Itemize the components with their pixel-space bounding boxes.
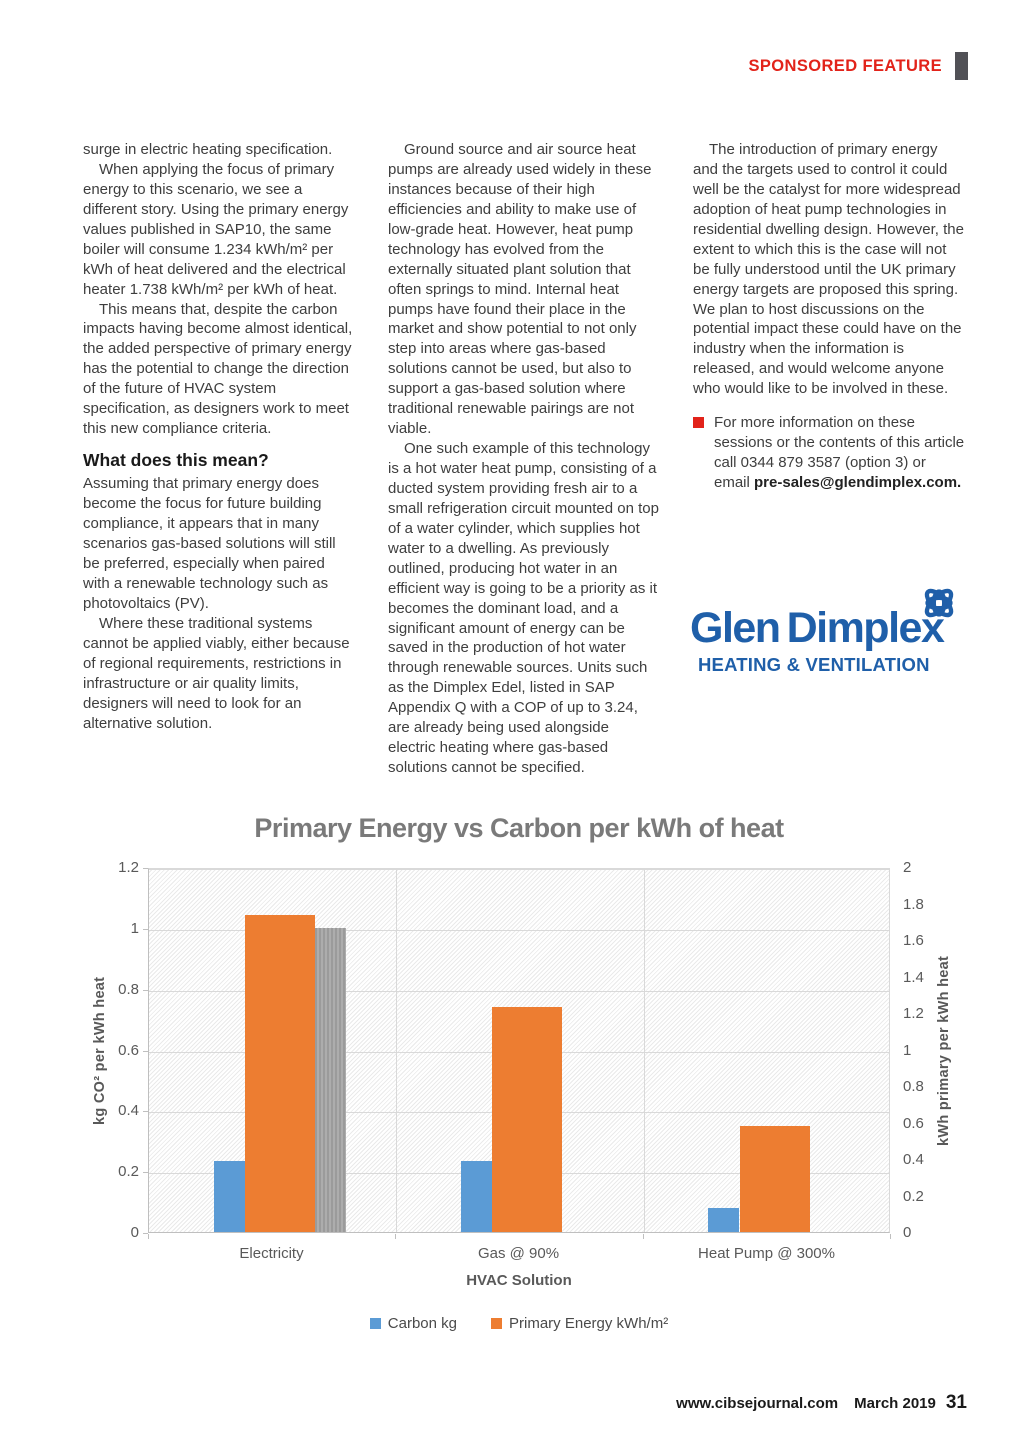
left-axis-tick-label: 0.4 <box>118 1102 139 1120</box>
legend-swatch-icon <box>370 1318 381 1329</box>
paragraph: The introduction of primary energy and the targets used to control it could well be the catalyst for more widespread adoption of heat pump technologies in residential dwelling design. However, the extent to which this is the case will not be fully understood until the UK primary energy targets are proposed this spring. We plan to host discussions on the potential impact these could have on the industry when the information is released, and would welcome anyone who would like to be involved in these. <box>693 141 964 398</box>
right-axis-tick-label: 1.4 <box>903 968 924 986</box>
right-axis-tick-label: 0.2 <box>903 1187 924 1205</box>
paragraph: Where these traditional systems cannot be applied viably, either because of regional requirements, restrictions in infrastructure or air quality limits, designers will need to look for an alternative solution. <box>83 614 350 732</box>
paragraph: surge in electric heating specification. <box>83 141 333 158</box>
paragraph: Assuming that primary energy does become the focus for future building compliance, it appears that in many scenarios gas-based solutions will still be preferred, especially when paired with a renewable technology such as photovoltaics (PV). <box>83 475 336 612</box>
tick-mark <box>143 990 148 991</box>
footer-issue: March 2019 <box>854 1395 936 1412</box>
right-axis-tick-label: 0 <box>903 1224 912 1241</box>
tick-mark <box>148 1234 149 1239</box>
category-separator <box>396 869 397 1232</box>
bar-carbon-kg-heat-pump-300- <box>708 1208 739 1232</box>
tick-mark <box>395 1234 396 1239</box>
right-axis-tick-label: 0.6 <box>903 1114 924 1132</box>
right-axis-tick-label: 1.6 <box>903 932 924 949</box>
glen-dimplex-logo <box>690 578 966 696</box>
footer-website: www.cibsejournal.com <box>676 1395 839 1412</box>
chart-title: Primary Energy vs Carbon per kWh of heat <box>254 813 784 843</box>
tick-mark <box>643 1234 644 1239</box>
right-axis-tick-label: 1.2 <box>903 1005 924 1022</box>
right-axis-tick-label: 0.8 <box>903 1078 924 1095</box>
page-footer <box>676 1392 967 1414</box>
primary-energy-chart <box>85 795 965 1355</box>
right-axis-tick-label: 1.8 <box>903 895 924 913</box>
legend-label: Primary Energy kWh/m² <box>509 1315 669 1332</box>
contact-email: pre-sales@glendimplex.com. <box>754 474 962 491</box>
info-note-text: For more information on these sessions or the contents of this article call 0344 879 3587 (option 3) or email pre-sales@glendimplex.com. <box>714 414 965 491</box>
tick-mark <box>143 1051 148 1052</box>
tick-mark <box>143 868 148 869</box>
tick-mark <box>890 1234 891 1239</box>
left-axis-tick-label: 0.8 <box>118 980 139 998</box>
legend-label: Carbon kg <box>387 1315 458 1332</box>
gridline <box>149 869 889 870</box>
chart-legend <box>148 1315 890 1332</box>
bar-carbon-kg-gas-90- <box>461 1161 492 1232</box>
logo-wordmark: Glen Dimplex <box>690 604 944 652</box>
tick-mark <box>143 1111 148 1112</box>
article-column-1 <box>83 140 355 778</box>
right-axis-tick-label: 0.4 <box>903 1151 924 1168</box>
left-axis-title: kg CO² per kWh heat <box>92 976 108 1125</box>
right-axis-tick-label: 2 <box>903 859 912 876</box>
legend-swatch-icon <box>491 1318 502 1329</box>
sponsored-feature-header <box>748 52 968 80</box>
legend-item <box>491 1315 668 1332</box>
category-separator <box>644 869 645 1232</box>
legend-item <box>370 1315 457 1332</box>
logo-tagline: HEATING & VENTILATION <box>698 654 930 675</box>
bar-unlabelled-grey-bar-electricity <box>315 928 346 1232</box>
x-axis-title: HVAC Solution <box>466 1272 572 1289</box>
paragraph: This means that, despite the carbon impacts having become almost identical, the added perspective of primary energy has the potential to change the direction of the future of HVAC system specification, as designers work to meet this new compliance criteria. <box>83 300 353 438</box>
left-axis-tick-label: 0.2 <box>118 1163 139 1181</box>
paragraph: When applying the focus of primary energy to this scenario, we see a different story. Using the primary energy values published in SAP10, the same boiler will consume 1.234 kWh/m² per kWh of heat delivered and the electrical heater 1.738 kWh/m² per kWh of heat. <box>83 160 349 298</box>
left-axis-tick-label: 0.6 <box>118 1041 139 1059</box>
red-square-bullet-icon <box>693 417 704 428</box>
info-note <box>693 413 965 493</box>
tick-mark <box>143 1172 148 1173</box>
left-axis-tick-label: 0 <box>130 1224 139 1241</box>
bar-carbon-kg-electricity <box>214 1161 245 1232</box>
bar-primary-energy-kwh-m--heat-pump-300- <box>740 1126 810 1232</box>
x-axis-category-label: Electricity <box>239 1245 304 1262</box>
bar-primary-energy-kwh-m--gas-90- <box>492 1007 562 1232</box>
left-axis-tick-label: 1.2 <box>118 859 139 876</box>
header-accent-bar <box>955 52 968 80</box>
bar-primary-energy-kwh-m--electricity <box>245 915 315 1232</box>
paragraph: Ground source and air source heat pumps are already used widely in these instances because of their high efficiencies and ability to make use of low-grade heat. However, heat pump technology has evolved from the externally situated plant solution that often springs to mind. Internal heat pumps have found their place in the market and show potential to not only step into areas where gas-based solutions cannot be used, but also to support a gas-based solution where traditional renewable pairings are not viable. <box>388 141 652 438</box>
footer-page-number: 31 <box>945 1392 967 1413</box>
article-column-2 <box>388 140 660 778</box>
paragraph: One such example of this technology is a hot water heat pump, consisting of a ducted system providing fresh air to a small refrigeration circuit mounted on top of a water cylinder, which supplies hot water to a dwelling. As previously outlined, producing hot water in an efficient way is going to be a priority as it becomes the dominant load, and a significant amount of energy can be saved in the production of hot water through renewable sources. Units such as the Dimplex Edel, listed in SAP Appendix Q with a COP of up to 3.24, are already being used alongside electric heating where gas-based solutions cannot be specified. <box>388 440 659 777</box>
left-axis-tick-label: 1 <box>130 919 139 937</box>
x-axis-category-label: Heat Pump @ 300% <box>698 1245 835 1262</box>
tick-mark <box>143 929 148 930</box>
right-axis-title: kWh primary per kWh heat <box>936 955 952 1146</box>
x-axis-category-label: Gas @ 90% <box>477 1245 560 1262</box>
right-axis-tick-label: 1 <box>903 1041 912 1059</box>
sponsored-feature-label: SPONSORED FEATURE <box>748 56 942 75</box>
section-heading: What does this mean? <box>83 450 269 471</box>
plot-area <box>148 868 890 1233</box>
